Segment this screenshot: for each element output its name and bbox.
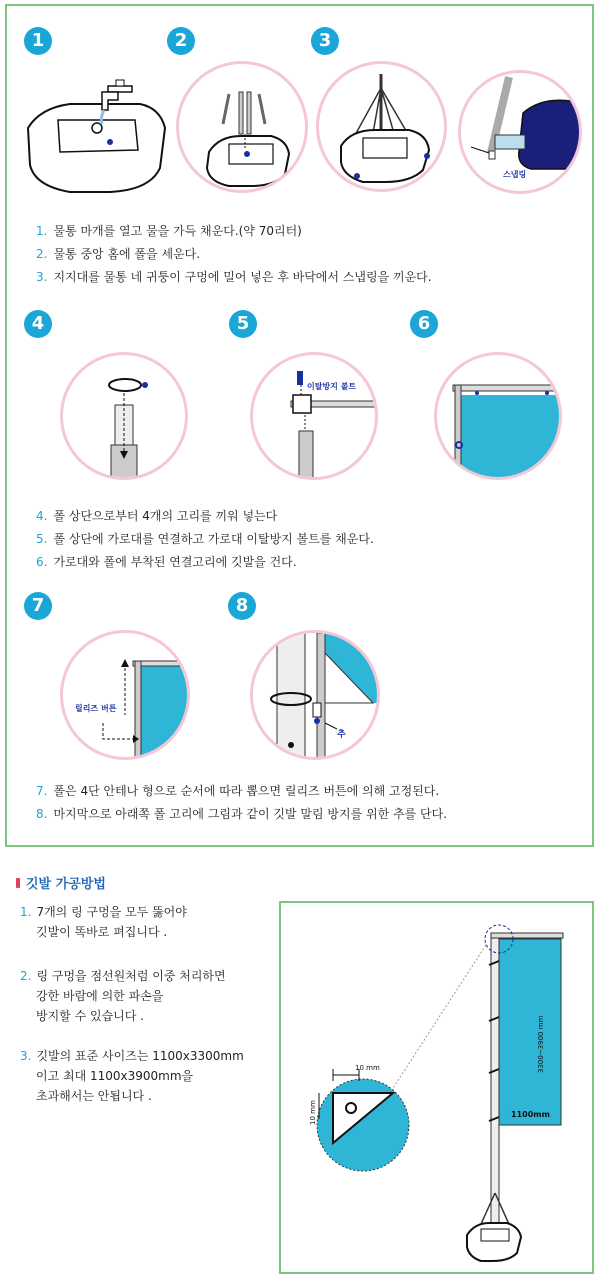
step-item: 3. 지지대를 물통 네 귀퉁이 구멍에 밀어 넣은 후 바닥에서 스냅링을 끼운다.	[36, 270, 432, 284]
step-list-1-3	[36, 220, 432, 289]
step-item: 4. 폴 상단으로부터 4개의 고리를 끼워 넣는다	[36, 509, 278, 523]
flag-diagram-frame	[279, 901, 594, 1274]
flag-note-1: 1. 7개의 링 구멍을 모두 뚫어야 깃발이 똑바로 펴집니다 .	[20, 905, 187, 939]
step-number-6: 6	[410, 310, 438, 338]
step-list-7-8	[36, 780, 447, 826]
illustration-snap-ring	[458, 70, 582, 194]
flag-note-2: 2. 링 구멍을 점선원처럼 이중 처리하면 강한 바람에 의한 파손을 방지할 수 있습니다 .	[20, 969, 226, 1023]
section-marker-icon	[16, 878, 20, 888]
step-item: 8. 마지막으로 아래쪽 폴 고리에 그림과 같이 깃발 말림 방지를 위한 추를 단다.	[36, 807, 447, 821]
illustration-crossbar-bolt	[250, 352, 378, 480]
step-number-3: 3	[311, 27, 339, 55]
snap-ring-caption: 스냅링	[503, 170, 527, 179]
dim-side-label: 10 mm	[309, 1100, 317, 1125]
step-number-8: 8	[228, 592, 256, 620]
step-number-5: 5	[229, 310, 257, 338]
flag-height-label: 3300~3900 mm	[537, 1015, 545, 1073]
step-item: 7. 폴은 4단 안테나 형으로 순서에 따라 뽑으면 릴리즈 버튼에 의해 고정된다.	[36, 784, 440, 798]
step-number-1: 1	[24, 27, 52, 55]
illustration-weight	[250, 630, 380, 760]
release-button-caption: 릴리즈 버튼	[75, 704, 117, 713]
step-list-4-6	[36, 505, 374, 574]
illustration-ring-insert	[60, 352, 188, 480]
flag-diagram	[281, 903, 596, 1276]
step-number-2: 2	[167, 27, 195, 55]
step-number-7: 7	[24, 592, 52, 620]
illustration-support-legs	[316, 61, 447, 192]
step-item: 6. 가로대와 폴에 부착된 연결고리에 깃발을 건다.	[36, 555, 297, 569]
weight-caption: 추	[337, 730, 346, 740]
step-number-4: 4	[24, 310, 52, 338]
flag-width-label: 1100mm	[511, 1110, 550, 1119]
step-item: 2. 물통 중앙 홈에 폴을 세운다.	[36, 247, 201, 261]
flag-section-title: 깃발 가공방법	[16, 873, 106, 892]
step-item: 5. 폴 상단에 가로대를 연결하고 가로대 이탈방지 볼트를 채운다.	[36, 532, 374, 546]
flag-note-3: 3. 깃발의 표준 사이즈는 1100x3300mm 이고 최대 1100x3900mm을 초과해서는 안됩니다 .	[20, 1049, 244, 1103]
dim-top-label: 10 mm	[355, 1064, 380, 1072]
step-item: 1. 물통 마개를 열고 물을 가득 채운다.(약 70리터)	[36, 224, 302, 238]
illustration-release-button	[60, 630, 190, 760]
anti-release-bolt-caption: 이탈방지 볼트	[307, 382, 357, 391]
illustration-pole-insert	[176, 61, 308, 193]
illustration-flag-hang	[434, 352, 562, 480]
